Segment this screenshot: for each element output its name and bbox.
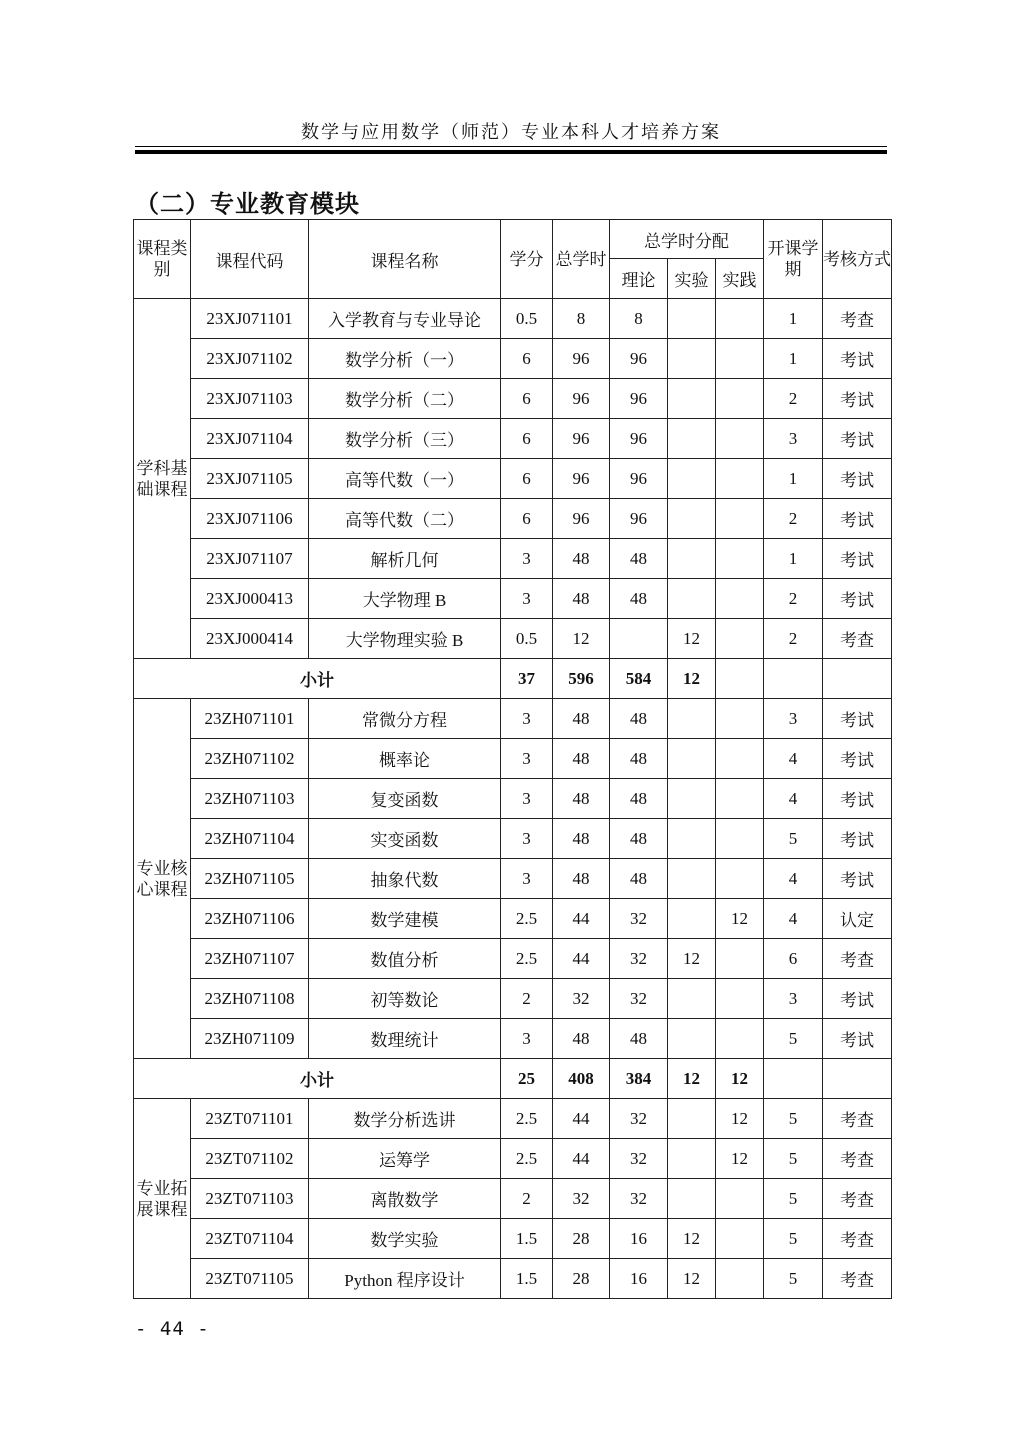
assessment-cell: 考试 — [823, 779, 892, 819]
category-cell: 专业拓展课程 — [134, 1099, 191, 1299]
header-total-hours: 总学时 — [553, 220, 610, 299]
table-row — [134, 699, 892, 739]
credits-cell: 0.5 — [501, 299, 553, 339]
subtotal-practice-hours-cell — [716, 659, 764, 699]
assessment-cell: 考查 — [823, 1139, 892, 1179]
practice-hours-cell — [716, 339, 764, 379]
header-category: 课程类别 — [134, 220, 191, 299]
total-hours-cell: 28 — [553, 1219, 610, 1259]
assessment-cell: 考试 — [823, 819, 892, 859]
practice-hours-cell — [716, 379, 764, 419]
course-name-cell: 运筹学 — [309, 1139, 501, 1179]
credits-cell: 1.5 — [501, 1259, 553, 1299]
experiment-hours-cell — [668, 1019, 716, 1059]
total-hours-cell: 48 — [553, 1019, 610, 1059]
experiment-hours-cell — [668, 819, 716, 859]
experiment-hours-cell — [668, 339, 716, 379]
experiment-hours-cell: 12 — [668, 939, 716, 979]
course-name-cell: 概率论 — [309, 739, 501, 779]
experiment-hours-cell — [668, 1139, 716, 1179]
credits-cell: 6 — [501, 499, 553, 539]
theory-hours-cell — [610, 619, 668, 659]
table-row — [134, 619, 892, 659]
subtotal-credits-cell: 37 — [501, 659, 553, 699]
course-code-cell: 23XJ000414 — [191, 619, 309, 659]
theory-hours-cell: 96 — [610, 499, 668, 539]
table-row — [134, 899, 892, 939]
table-row — [134, 1179, 892, 1219]
theory-hours-cell: 32 — [610, 1139, 668, 1179]
assessment-cell: 考查 — [823, 1179, 892, 1219]
semester-cell: 3 — [764, 979, 823, 1019]
theory-hours-cell: 32 — [610, 899, 668, 939]
assessment-cell: 考试 — [823, 499, 892, 539]
course-name-cell: 常微分方程 — [309, 699, 501, 739]
course-name-cell: 解析几何 — [309, 539, 501, 579]
table-row — [134, 299, 892, 339]
experiment-hours-cell: 12 — [668, 1259, 716, 1299]
semester-cell: 5 — [764, 1259, 823, 1299]
credits-cell: 2.5 — [501, 1099, 553, 1139]
practice-hours-cell: 12 — [716, 1099, 764, 1139]
total-hours-cell: 96 — [553, 339, 610, 379]
theory-hours-cell: 8 — [610, 299, 668, 339]
credits-cell: 3 — [501, 1019, 553, 1059]
semester-cell: 5 — [764, 1099, 823, 1139]
table-row — [134, 579, 892, 619]
course-name-cell: Python 程序设计 — [309, 1259, 501, 1299]
experiment-hours-cell — [668, 1179, 716, 1219]
course-name-cell: 大学物理实验 B — [309, 619, 501, 659]
subtotal-theory-hours-cell: 384 — [610, 1059, 668, 1099]
credits-cell: 2.5 — [501, 939, 553, 979]
semester-cell: 2 — [764, 499, 823, 539]
semester-cell: 5 — [764, 1219, 823, 1259]
practice-hours-cell — [716, 779, 764, 819]
experiment-hours-cell — [668, 1099, 716, 1139]
assessment-cell: 考试 — [823, 979, 892, 1019]
semester-cell: 5 — [764, 1179, 823, 1219]
subtotal-theory-hours-cell: 584 — [610, 659, 668, 699]
semester-cell: 1 — [764, 339, 823, 379]
course-name-cell: 数学分析（二） — [309, 379, 501, 419]
practice-hours-cell — [716, 699, 764, 739]
experiment-hours-cell: 12 — [668, 619, 716, 659]
course-code-cell: 23XJ071105 — [191, 459, 309, 499]
credits-cell: 6 — [501, 379, 553, 419]
course-name-cell: 实变函数 — [309, 819, 501, 859]
semester-cell: 2 — [764, 619, 823, 659]
credits-cell: 2 — [501, 1179, 553, 1219]
course-code-cell: 23ZH071104 — [191, 819, 309, 859]
practice-hours-cell — [716, 1019, 764, 1059]
table-body — [134, 299, 892, 1299]
table-row — [134, 539, 892, 579]
theory-hours-cell: 96 — [610, 339, 668, 379]
assessment-cell: 考查 — [823, 939, 892, 979]
total-hours-cell: 48 — [553, 579, 610, 619]
theory-hours-cell: 32 — [610, 1179, 668, 1219]
assessment-cell: 考查 — [823, 1099, 892, 1139]
theory-hours-cell: 48 — [610, 739, 668, 779]
credits-cell: 6 — [501, 419, 553, 459]
semester-cell: 4 — [764, 739, 823, 779]
subtotal-empty-cell — [764, 1059, 823, 1099]
total-hours-cell: 44 — [553, 1099, 610, 1139]
assessment-cell: 考试 — [823, 459, 892, 499]
credits-cell: 6 — [501, 459, 553, 499]
header-rule-thin — [135, 146, 887, 147]
practice-hours-cell: 12 — [716, 1139, 764, 1179]
course-name-cell: 数值分析 — [309, 939, 501, 979]
semester-cell: 1 — [764, 459, 823, 499]
practice-hours-cell — [716, 859, 764, 899]
course-code-cell: 23ZH071101 — [191, 699, 309, 739]
course-code-cell: 23ZT071102 — [191, 1139, 309, 1179]
course-name-cell: 数学分析（三） — [309, 419, 501, 459]
subtotal-experiment-hours-cell: 12 — [668, 1059, 716, 1099]
experiment-hours-cell — [668, 459, 716, 499]
total-hours-cell: 12 — [553, 619, 610, 659]
assessment-cell: 考查 — [823, 619, 892, 659]
assessment-cell: 考试 — [823, 339, 892, 379]
table-row — [134, 779, 892, 819]
category-cell: 学科基础课程 — [134, 299, 191, 659]
semester-cell: 5 — [764, 1139, 823, 1179]
theory-hours-cell: 48 — [610, 1019, 668, 1059]
header-experiment: 实验 — [668, 259, 716, 299]
table-row — [134, 499, 892, 539]
subtotal-empty-cell — [764, 659, 823, 699]
total-hours-cell: 28 — [553, 1259, 610, 1299]
total-hours-cell: 48 — [553, 819, 610, 859]
table-row — [134, 339, 892, 379]
table-row — [134, 1019, 892, 1059]
theory-hours-cell: 48 — [610, 539, 668, 579]
course-name-cell: 数理统计 — [309, 1019, 501, 1059]
subtotal-row — [134, 659, 892, 699]
experiment-hours-cell — [668, 419, 716, 459]
header-name: 课程名称 — [309, 220, 501, 299]
table-row — [134, 459, 892, 499]
credits-cell: 0.5 — [501, 619, 553, 659]
experiment-hours-cell — [668, 739, 716, 779]
experiment-hours-cell: 12 — [668, 1219, 716, 1259]
theory-hours-cell: 96 — [610, 419, 668, 459]
total-hours-cell: 44 — [553, 1139, 610, 1179]
assessment-cell: 考试 — [823, 739, 892, 779]
subtotal-empty-cell — [823, 1059, 892, 1099]
semester-cell: 4 — [764, 899, 823, 939]
experiment-hours-cell — [668, 499, 716, 539]
assessment-cell: 考试 — [823, 419, 892, 459]
semester-cell: 4 — [764, 779, 823, 819]
header-rule-thick — [135, 150, 887, 154]
course-code-cell: 23ZT071103 — [191, 1179, 309, 1219]
credits-cell: 3 — [501, 859, 553, 899]
course-code-cell: 23XJ071107 — [191, 539, 309, 579]
subtotal-row — [134, 1059, 892, 1099]
credits-cell: 6 — [501, 339, 553, 379]
subtotal-total-hours-cell: 596 — [553, 659, 610, 699]
header-semester: 开课学期 — [764, 220, 823, 299]
assessment-cell: 考试 — [823, 379, 892, 419]
header-hour-distribution: 总学时分配 — [610, 220, 764, 259]
assessment-cell: 考试 — [823, 699, 892, 739]
practice-hours-cell — [716, 539, 764, 579]
experiment-hours-cell — [668, 779, 716, 819]
course-code-cell: 23ZT071104 — [191, 1219, 309, 1259]
total-hours-cell: 44 — [553, 939, 610, 979]
theory-hours-cell: 32 — [610, 939, 668, 979]
credits-cell: 2.5 — [501, 1139, 553, 1179]
page-number: - 44 - — [135, 1318, 210, 1340]
practice-hours-cell — [716, 619, 764, 659]
total-hours-cell: 96 — [553, 499, 610, 539]
practice-hours-cell — [716, 939, 764, 979]
running-header: 数学与应用数学（师范）专业本科人才培养方案 — [301, 122, 721, 143]
subtotal-label: 小计 — [134, 659, 501, 699]
course-code-cell: 23ZH071107 — [191, 939, 309, 979]
course-name-cell: 入学教育与专业导论 — [309, 299, 501, 339]
theory-hours-cell: 48 — [610, 819, 668, 859]
course-code-cell: 23ZH071105 — [191, 859, 309, 899]
course-name-cell: 高等代数（二） — [309, 499, 501, 539]
theory-hours-cell: 48 — [610, 779, 668, 819]
course-name-cell: 高等代数（一） — [309, 459, 501, 499]
course-name-cell: 数学实验 — [309, 1219, 501, 1259]
course-code-cell: 23XJ000413 — [191, 579, 309, 619]
course-code-cell: 23ZH071102 — [191, 739, 309, 779]
practice-hours-cell — [716, 739, 764, 779]
experiment-hours-cell — [668, 299, 716, 339]
table-row — [134, 419, 892, 459]
assessment-cell: 考试 — [823, 859, 892, 899]
table-row — [134, 1219, 892, 1259]
credits-cell: 3 — [501, 819, 553, 859]
assessment-cell: 认定 — [823, 899, 892, 939]
table-row — [134, 1259, 892, 1299]
course-code-cell: 23XJ071101 — [191, 299, 309, 339]
experiment-hours-cell — [668, 539, 716, 579]
credits-cell: 3 — [501, 779, 553, 819]
theory-hours-cell: 48 — [610, 859, 668, 899]
table-row — [134, 739, 892, 779]
practice-hours-cell — [716, 299, 764, 339]
total-hours-cell: 8 — [553, 299, 610, 339]
course-name-cell: 复变函数 — [309, 779, 501, 819]
total-hours-cell: 96 — [553, 419, 610, 459]
theory-hours-cell: 32 — [610, 1099, 668, 1139]
header-theory: 理论 — [610, 259, 668, 299]
course-name-cell: 初等数论 — [309, 979, 501, 1019]
credits-cell: 3 — [501, 739, 553, 779]
table-row — [134, 1099, 892, 1139]
category-cell: 专业核心课程 — [134, 699, 191, 1059]
experiment-hours-cell — [668, 699, 716, 739]
subtotal-credits-cell: 25 — [501, 1059, 553, 1099]
course-code-cell: 23ZH071108 — [191, 979, 309, 1019]
assessment-cell: 考试 — [823, 1019, 892, 1059]
credits-cell: 3 — [501, 539, 553, 579]
practice-hours-cell — [716, 979, 764, 1019]
course-code-cell: 23ZT071105 — [191, 1259, 309, 1299]
assessment-cell: 考试 — [823, 539, 892, 579]
practice-hours-cell — [716, 499, 764, 539]
header-practice: 实践 — [716, 259, 764, 299]
subtotal-empty-cell — [823, 659, 892, 699]
practice-hours-cell — [716, 419, 764, 459]
theory-hours-cell: 16 — [610, 1259, 668, 1299]
subtotal-experiment-hours-cell: 12 — [668, 659, 716, 699]
header-credits: 学分 — [501, 220, 553, 299]
assessment-cell: 考试 — [823, 579, 892, 619]
header-code: 课程代码 — [191, 220, 309, 299]
course-table — [133, 219, 892, 1299]
course-name-cell: 抽象代数 — [309, 859, 501, 899]
semester-cell: 5 — [764, 819, 823, 859]
header-assessment: 考核方式 — [823, 220, 892, 299]
experiment-hours-cell — [668, 379, 716, 419]
course-code-cell: 23ZH071103 — [191, 779, 309, 819]
course-name-cell: 离散数学 — [309, 1179, 501, 1219]
semester-cell: 2 — [764, 579, 823, 619]
subtotal-practice-hours-cell: 12 — [716, 1059, 764, 1099]
practice-hours-cell — [716, 579, 764, 619]
semester-cell: 1 — [764, 539, 823, 579]
assessment-cell: 考查 — [823, 299, 892, 339]
credits-cell: 3 — [501, 699, 553, 739]
total-hours-cell: 48 — [553, 539, 610, 579]
total-hours-cell: 32 — [553, 1179, 610, 1219]
course-code-cell: 23XJ071106 — [191, 499, 309, 539]
total-hours-cell: 32 — [553, 979, 610, 1019]
subtotal-total-hours-cell: 408 — [553, 1059, 610, 1099]
semester-cell: 3 — [764, 699, 823, 739]
course-name-cell: 数学建模 — [309, 899, 501, 939]
credits-cell: 3 — [501, 579, 553, 619]
practice-hours-cell — [716, 1259, 764, 1299]
semester-cell: 6 — [764, 939, 823, 979]
section-title: （二）专业教育模块 — [135, 190, 360, 218]
table-row — [134, 819, 892, 859]
experiment-hours-cell — [668, 579, 716, 619]
practice-hours-cell: 12 — [716, 899, 764, 939]
semester-cell: 3 — [764, 419, 823, 459]
total-hours-cell: 96 — [553, 379, 610, 419]
experiment-hours-cell — [668, 859, 716, 899]
semester-cell: 4 — [764, 859, 823, 899]
total-hours-cell: 44 — [553, 899, 610, 939]
theory-hours-cell: 48 — [610, 699, 668, 739]
practice-hours-cell — [716, 1179, 764, 1219]
theory-hours-cell: 96 — [610, 379, 668, 419]
table-row — [134, 1139, 892, 1179]
course-name-cell: 数学分析（一） — [309, 339, 501, 379]
experiment-hours-cell — [668, 899, 716, 939]
theory-hours-cell: 48 — [610, 579, 668, 619]
credits-cell: 2.5 — [501, 899, 553, 939]
credits-cell: 2 — [501, 979, 553, 1019]
practice-hours-cell — [716, 459, 764, 499]
total-hours-cell: 48 — [553, 739, 610, 779]
semester-cell: 5 — [764, 1019, 823, 1059]
theory-hours-cell: 32 — [610, 979, 668, 1019]
total-hours-cell: 96 — [553, 459, 610, 499]
table-row — [134, 859, 892, 899]
experiment-hours-cell — [668, 979, 716, 1019]
table-row — [134, 979, 892, 1019]
course-name-cell: 大学物理 B — [309, 579, 501, 619]
assessment-cell: 考查 — [823, 1259, 892, 1299]
theory-hours-cell: 16 — [610, 1219, 668, 1259]
total-hours-cell: 48 — [553, 859, 610, 899]
total-hours-cell: 48 — [553, 779, 610, 819]
theory-hours-cell: 96 — [610, 459, 668, 499]
subtotal-label: 小计 — [134, 1059, 501, 1099]
course-code-cell: 23XJ071104 — [191, 419, 309, 459]
practice-hours-cell — [716, 1219, 764, 1259]
course-code-cell: 23XJ071103 — [191, 379, 309, 419]
course-code-cell: 23ZT071101 — [191, 1099, 309, 1139]
practice-hours-cell — [716, 819, 764, 859]
semester-cell: 2 — [764, 379, 823, 419]
assessment-cell: 考查 — [823, 1219, 892, 1259]
course-name-cell: 数学分析选讲 — [309, 1099, 501, 1139]
credits-cell: 1.5 — [501, 1219, 553, 1259]
table-row — [134, 939, 892, 979]
course-code-cell: 23ZH071109 — [191, 1019, 309, 1059]
table-row — [134, 379, 892, 419]
course-code-cell: 23XJ071102 — [191, 339, 309, 379]
semester-cell: 1 — [764, 299, 823, 339]
course-code-cell: 23ZH071106 — [191, 899, 309, 939]
total-hours-cell: 48 — [553, 699, 610, 739]
